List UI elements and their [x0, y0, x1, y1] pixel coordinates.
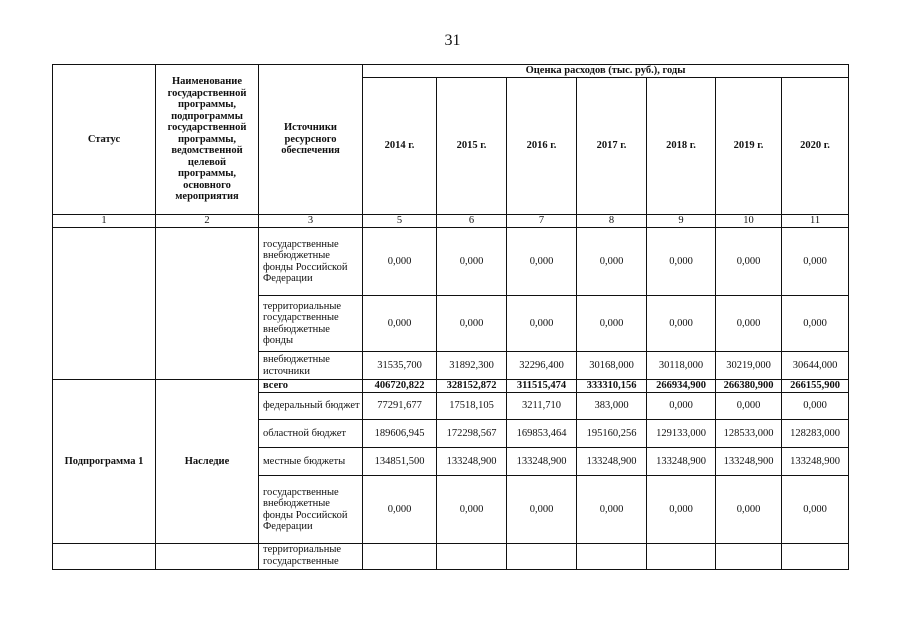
value-cell: 0,000	[716, 393, 782, 420]
value-cell: 0,000	[782, 228, 849, 296]
value-cell	[363, 544, 437, 570]
value-cell: 0,000	[577, 228, 647, 296]
header-row-top	[53, 65, 849, 78]
budget-table	[52, 64, 849, 570]
value-cell: 77291,677	[363, 393, 437, 420]
value-cell: 311515,474	[507, 380, 577, 393]
value-cell: 0,000	[507, 476, 577, 544]
value-cell: 30644,000	[782, 352, 849, 380]
value-cell: 133248,900	[647, 448, 716, 476]
table-row	[53, 228, 849, 296]
value-cell: 406720,822	[363, 380, 437, 393]
value-cell: 0,000	[716, 476, 782, 544]
value-cell: 129133,000	[647, 420, 716, 448]
column-number-row	[53, 215, 849, 228]
value-cell: 0,000	[437, 296, 507, 352]
value-cell: 0,000	[716, 296, 782, 352]
value-cell: 0,000	[437, 476, 507, 544]
value-cell: 30168,000	[577, 352, 647, 380]
value-cell	[507, 544, 577, 570]
header-year: 2018 г.	[647, 78, 716, 215]
status-cell: Подпрограмма 1	[53, 380, 156, 544]
value-cell: 333310,156	[577, 380, 647, 393]
value-cell: 32296,400	[507, 352, 577, 380]
value-cell: 0,000	[647, 476, 716, 544]
header-year: 2014 г.	[363, 78, 437, 215]
source-cell: местные бюджеты	[259, 448, 363, 476]
value-cell: 0,000	[782, 393, 849, 420]
column-number: 9	[647, 215, 716, 228]
value-cell: 266380,900	[716, 380, 782, 393]
value-cell	[647, 544, 716, 570]
header-year: 2017 г.	[577, 78, 647, 215]
value-cell: 133248,900	[507, 448, 577, 476]
value-cell: 0,000	[647, 296, 716, 352]
value-cell: 328152,872	[437, 380, 507, 393]
source-cell: федеральный бюджет	[259, 393, 363, 420]
value-cell: 133248,900	[437, 448, 507, 476]
program-name-cell	[156, 228, 259, 380]
status-cell	[53, 544, 156, 570]
source-cell: территориальные государственные	[259, 544, 363, 570]
value-cell: 17518,105	[437, 393, 507, 420]
value-cell: 0,000	[782, 476, 849, 544]
column-number: 3	[259, 215, 363, 228]
source-cell: территориальные государственные внебюджетные фонды	[259, 296, 363, 352]
value-cell: 383,000	[577, 393, 647, 420]
source-cell: всего	[259, 380, 363, 393]
column-number: 6	[437, 215, 507, 228]
source-cell: внебюджетные источники	[259, 352, 363, 380]
column-number: 5	[363, 215, 437, 228]
source-cell: областной бюджет	[259, 420, 363, 448]
value-cell	[716, 544, 782, 570]
header-program-name: Наименование государственной программы, подпрограммы государственной программы, ведомственной целевой программы, основного мероприятия	[156, 65, 259, 215]
table-row	[53, 544, 849, 570]
value-cell: 3211,710	[507, 393, 577, 420]
header-estimate: Оценка расходов (тыс. руб.), годы	[363, 65, 849, 78]
value-cell: 0,000	[507, 228, 577, 296]
value-cell: 172298,567	[437, 420, 507, 448]
column-number: 11	[782, 215, 849, 228]
value-cell: 0,000	[363, 228, 437, 296]
column-number: 8	[577, 215, 647, 228]
header-year: 2016 г.	[507, 78, 577, 215]
page-number: 31	[444, 32, 461, 49]
value-cell	[577, 544, 647, 570]
value-cell: 0,000	[507, 296, 577, 352]
status-cell	[53, 228, 156, 380]
value-cell: 31535,700	[363, 352, 437, 380]
value-cell: 0,000	[782, 296, 849, 352]
header-status: Статус	[53, 65, 156, 215]
source-cell: государственные внебюджетные фонды Российской Федерации	[259, 476, 363, 544]
header-year: 2019 г.	[716, 78, 782, 215]
source-cell: государственные внебюджетные фонды Российской Федерации	[259, 228, 363, 296]
value-cell: 30118,000	[647, 352, 716, 380]
value-cell: 0,000	[577, 296, 647, 352]
program-name-cell: Наследие	[156, 380, 259, 544]
value-cell	[437, 544, 507, 570]
value-cell: 133248,900	[577, 448, 647, 476]
table-row	[53, 380, 849, 393]
value-cell: 30219,000	[716, 352, 782, 380]
value-cell: 133248,900	[716, 448, 782, 476]
header-year: 2020 г.	[782, 78, 849, 215]
column-number: 1	[53, 215, 156, 228]
value-cell	[782, 544, 849, 570]
value-cell: 0,000	[363, 476, 437, 544]
value-cell: 266934,900	[647, 380, 716, 393]
value-cell: 134851,500	[363, 448, 437, 476]
value-cell: 133248,900	[782, 448, 849, 476]
value-cell: 189606,945	[363, 420, 437, 448]
value-cell: 0,000	[577, 476, 647, 544]
value-cell: 0,000	[437, 228, 507, 296]
header-year: 2015 г.	[437, 78, 507, 215]
value-cell: 128533,000	[716, 420, 782, 448]
value-cell: 0,000	[716, 228, 782, 296]
header-sources: Источники ресурсного обеспечения	[259, 65, 363, 215]
value-cell: 128283,000	[782, 420, 849, 448]
value-cell: 266155,900	[782, 380, 849, 393]
value-cell: 0,000	[647, 393, 716, 420]
column-number: 2	[156, 215, 259, 228]
value-cell: 195160,256	[577, 420, 647, 448]
value-cell: 0,000	[363, 296, 437, 352]
column-number: 10	[716, 215, 782, 228]
program-name-cell	[156, 544, 259, 570]
column-number: 7	[507, 215, 577, 228]
value-cell: 0,000	[647, 228, 716, 296]
value-cell: 31892,300	[437, 352, 507, 380]
value-cell: 169853,464	[507, 420, 577, 448]
